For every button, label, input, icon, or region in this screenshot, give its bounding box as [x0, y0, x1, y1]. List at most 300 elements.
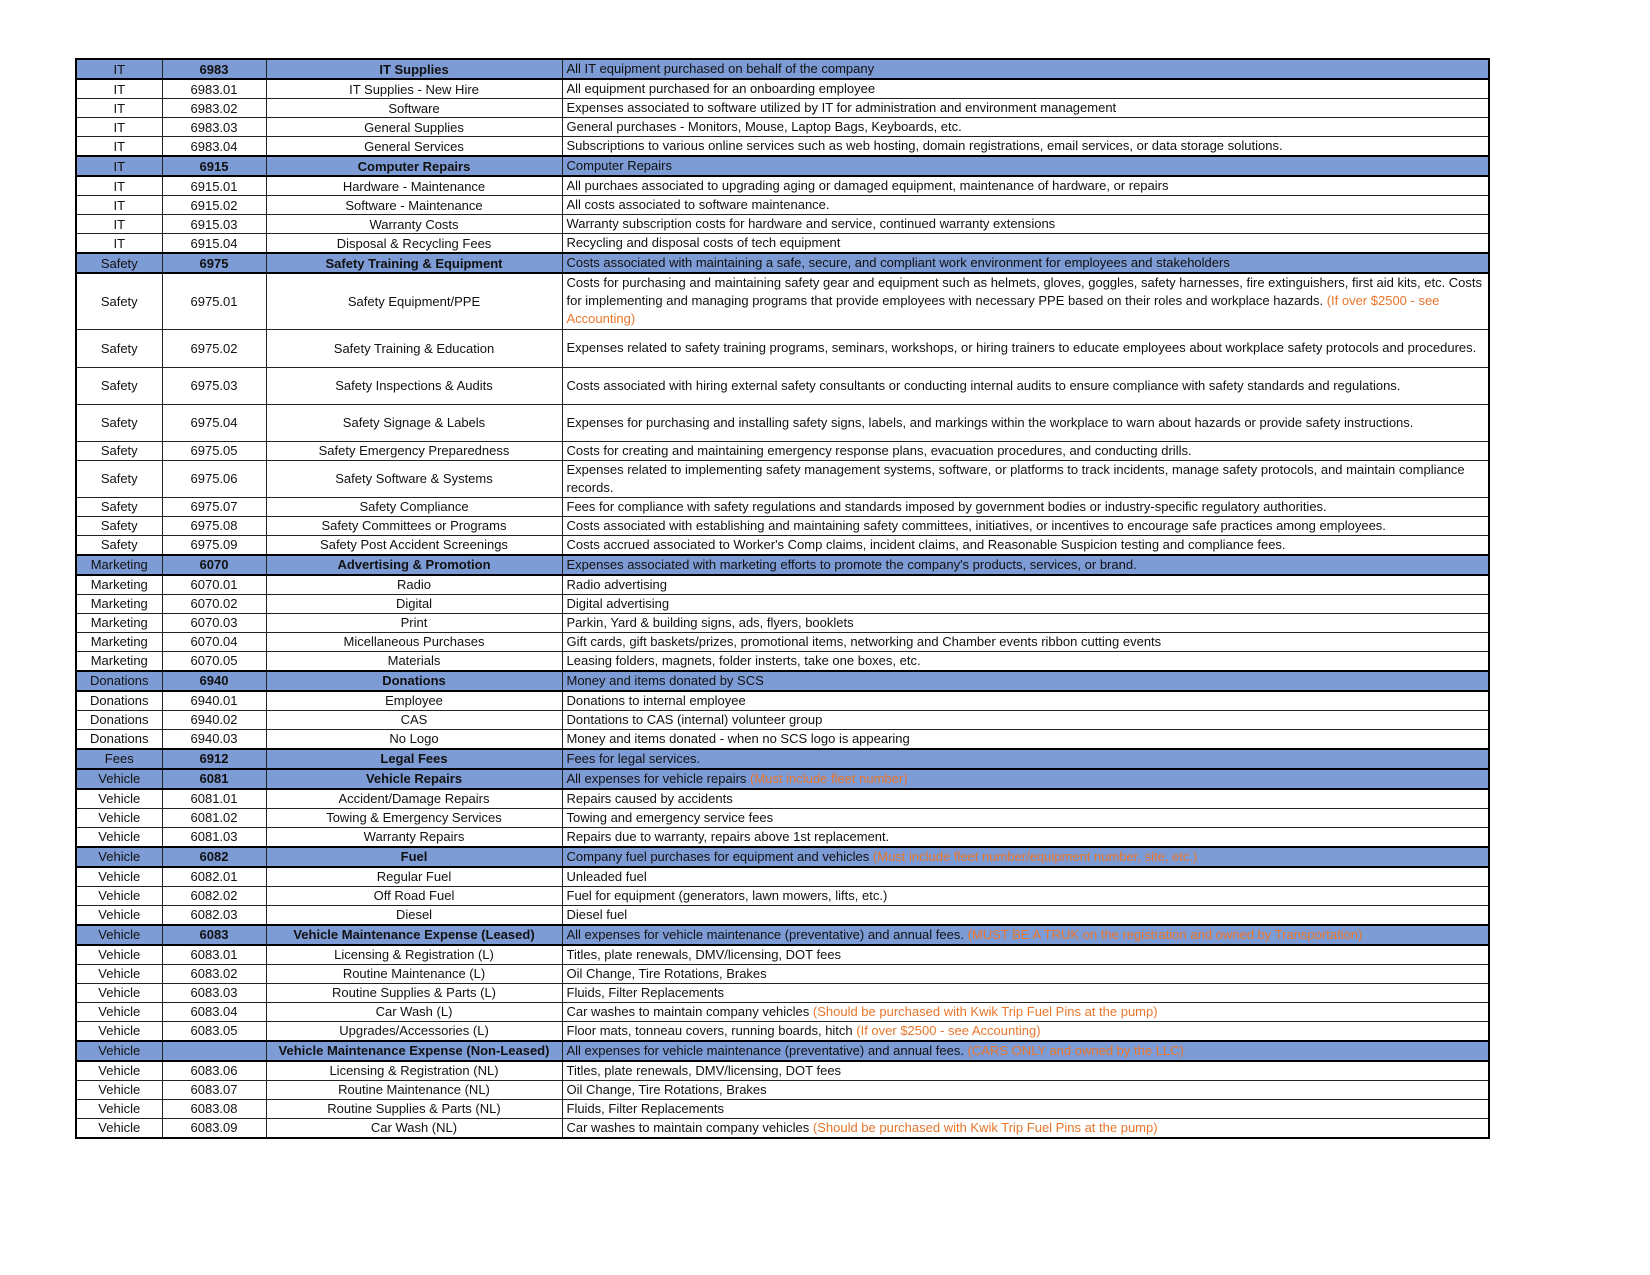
cell-name[interactable]: Routine Maintenance (NL) [266, 1080, 562, 1099]
description-text: All IT equipment purchased on behalf of the company [566, 61, 875, 76]
cell-description[interactable] [562, 118, 1489, 137]
cell-code[interactable]: 6983 [162, 59, 266, 79]
description-text: Titles, plate renewals, DMV/licensing, DOT fees [566, 1062, 842, 1078]
description-text: Gift cards, gift baskets/prizes, promotional items, networking and Chamber events ribbon cutting events [566, 633, 1162, 649]
table-row [76, 710, 1489, 729]
description-text: Money and items donated - when no SCS logo is appearing [566, 730, 910, 746]
description-text: Towing and emergency service fees [566, 809, 774, 825]
cell-description[interactable] [562, 769, 1489, 789]
category-header-row [76, 671, 1489, 691]
description-text: General purchases - Monitors, Mouse, Laptop Bags, Keyboards, etc. [566, 119, 962, 134]
description-note: (Should be purchased with Kwik Trip Fuel Pins at the pump) [812, 1003, 1158, 1019]
cell-code[interactable]: 6940.02 [162, 710, 266, 729]
description-text: Warranty subscription costs for hardware and service, continued warranty extensions [566, 216, 1056, 231]
cell-name[interactable]: Legal Fees [266, 749, 562, 769]
cell-name[interactable]: Safety Signage & Labels [266, 404, 562, 441]
description-text: Oil Change, Tire Rotations, Brakes [566, 1081, 767, 1097]
cell-description[interactable] [562, 516, 1489, 535]
cell-description[interactable] [562, 905, 1489, 925]
description-text: Fuel for equipment (generators, lawn mowers, lifts, etc.) [566, 887, 888, 903]
description-text: Fluids, Filter Replacements [566, 984, 724, 1000]
cell-code[interactable]: 6975.07 [162, 497, 266, 516]
description-text: Expenses associated with marketing efforts to promote the company's products, services, or brand. [566, 556, 1137, 572]
category-header-row [76, 59, 1489, 79]
cell-category[interactable]: Donations [76, 671, 162, 691]
cell-description[interactable] [562, 99, 1489, 118]
cell-name[interactable]: Donations [266, 671, 562, 691]
cell-category[interactable]: Vehicle [76, 1118, 162, 1138]
cell-category[interactable]: Donations [76, 729, 162, 749]
description-text: All costs associated to software maintenance. [566, 197, 830, 212]
cell-name[interactable]: CAS [266, 710, 562, 729]
cell-code[interactable]: 6940 [162, 671, 266, 691]
cell-description[interactable] [562, 651, 1489, 671]
table-row [76, 118, 1489, 137]
cell-category[interactable]: Vehicle [76, 808, 162, 827]
cell-category[interactable]: Marketing [76, 632, 162, 651]
description-text: Costs associated with hiring external safety consultants or conducting internal audits to ensure compliance with safety standards and regulations. [566, 377, 1401, 393]
cell-category[interactable]: Marketing [76, 555, 162, 575]
table-body [76, 59, 1489, 1138]
cell-code[interactable]: 6912 [162, 749, 266, 769]
cell-code[interactable]: 6915.01 [162, 176, 266, 196]
cell-name[interactable]: Safety Equipment/PPE [266, 273, 562, 329]
cell-name[interactable]: Upgrades/Accessories (L) [266, 1021, 562, 1041]
description-text: All equipment purchased for an onboarding employee [566, 81, 876, 96]
cell-code[interactable]: 6975 [162, 253, 266, 273]
cell-description[interactable] [562, 789, 1489, 809]
description-text: Unleaded fuel [566, 868, 647, 884]
cell-code[interactable]: 6975.05 [162, 441, 266, 460]
table-row [76, 1021, 1489, 1041]
cell-name[interactable]: Software [266, 99, 562, 118]
cell-name[interactable]: Diesel [266, 905, 562, 925]
table-row [76, 516, 1489, 535]
table-row [76, 964, 1489, 983]
description-text: Titles, plate renewals, DMV/licensing, DOT fees [566, 946, 842, 962]
cell-code[interactable]: 6083.06 [162, 1061, 266, 1081]
cell-category[interactable]: Vehicle [76, 1099, 162, 1118]
description-text: Digital advertising [566, 595, 670, 611]
cell-name[interactable]: IT Supplies [266, 59, 562, 79]
cell-code[interactable]: 6083.09 [162, 1118, 266, 1138]
description-text: Dontations to CAS (internal) volunteer group [566, 711, 823, 727]
cell-name[interactable]: Vehicle Maintenance Expense (Leased) [266, 925, 562, 945]
cell-name[interactable]: Radio [266, 575, 562, 595]
category-header-row [76, 1041, 1489, 1061]
cell-code[interactable]: 6983.04 [162, 137, 266, 157]
description-text: Recycling and disposal costs of tech equipment [566, 235, 841, 250]
cell-category[interactable]: Safety [76, 535, 162, 555]
description-text: Parkin, Yard & building signs, ads, flyers, booklets [566, 614, 854, 630]
table-row [76, 497, 1489, 516]
description-text: Fees for compliance with safety regulations and standards imposed by government bodies or industry-specific regulatory authorities. [566, 498, 1327, 514]
cell-description[interactable] [562, 156, 1489, 176]
description-text: Fluids, Filter Replacements [566, 1100, 724, 1116]
cell-code[interactable]: 6083.04 [162, 1002, 266, 1021]
cell-category[interactable]: IT [76, 196, 162, 215]
cell-name[interactable]: IT Supplies - New Hire [266, 79, 562, 99]
cell-category[interactable]: IT [76, 118, 162, 137]
table-row [76, 79, 1489, 99]
description-note: (Should be purchased with Kwik Trip Fuel Pins at the pump) [812, 1119, 1158, 1135]
description-text: Costs accrued associated to Worker's Comp claims, incident claims, and Reasonable Suspicion testing and compliance fees. [566, 536, 1286, 552]
cell-name[interactable]: Safety Compliance [266, 497, 562, 516]
description-text: Radio advertising [566, 576, 667, 592]
category-header-row [76, 253, 1489, 273]
cell-category[interactable]: Marketing [76, 651, 162, 671]
cell-category[interactable]: Marketing [76, 594, 162, 613]
cell-category[interactable]: Vehicle [76, 1021, 162, 1041]
cell-name[interactable]: Employee [266, 691, 562, 711]
cell-category[interactable]: Safety [76, 253, 162, 273]
cell-name[interactable]: Safety Software & Systems [266, 460, 562, 497]
cell-code[interactable]: 6081.02 [162, 808, 266, 827]
description-text: Expenses related to safety training programs, seminars, workshops, or hiring trainers to educate employees about workplace safety protocols and procedures. [566, 340, 1477, 355]
cell-category[interactable]: Vehicle [76, 964, 162, 983]
cell-description[interactable] [562, 234, 1489, 254]
cell-description[interactable] [562, 613, 1489, 632]
cell-description[interactable] [562, 1061, 1489, 1081]
cell-description[interactable] [562, 925, 1489, 945]
cell-name[interactable]: Disposal & Recycling Fees [266, 234, 562, 254]
cell-name[interactable]: Materials [266, 651, 562, 671]
cell-code[interactable]: 6070.04 [162, 632, 266, 651]
description-text: Car washes to maintain company vehicles [566, 1119, 813, 1135]
description-text: Floor mats, tonneau covers, running boards, hitch [566, 1022, 857, 1038]
table-row [76, 1080, 1489, 1099]
description-text: Oil Change, Tire Rotations, Brakes [566, 965, 767, 981]
cell-description[interactable] [562, 460, 1489, 497]
cell-description[interactable] [562, 1118, 1489, 1138]
description-text: Costs associated with maintaining a safe, secure, and compliant work environment for employees and stakeholders [566, 255, 1230, 270]
cell-code[interactable]: 6083.01 [162, 945, 266, 965]
cell-description[interactable] [562, 729, 1489, 749]
cell-code[interactable]: 6081 [162, 769, 266, 789]
cell-name[interactable]: Safety Inspections & Audits [266, 367, 562, 404]
cell-name[interactable]: Routine Supplies & Parts (L) [266, 983, 562, 1002]
cell-description[interactable] [562, 964, 1489, 983]
table-row [76, 789, 1489, 809]
cell-description[interactable] [562, 808, 1489, 827]
cell-category[interactable]: IT [76, 99, 162, 118]
cell-description[interactable] [562, 253, 1489, 273]
table-row [76, 827, 1489, 847]
cell-name[interactable]: Fuel [266, 847, 562, 867]
cell-code[interactable]: 6983.03 [162, 118, 266, 137]
description-text: Fees for legal services. [566, 750, 701, 766]
cell-name[interactable]: No Logo [266, 729, 562, 749]
cell-category[interactable]: Vehicle [76, 1080, 162, 1099]
description-text: Expenses for purchasing and installing safety signs, labels, and markings within the workplace to warn about hazards or provide safety instructions. [566, 414, 1414, 430]
table-row [76, 575, 1489, 595]
cell-description[interactable] [562, 1021, 1489, 1041]
cell-description[interactable] [562, 273, 1489, 329]
cell-description[interactable] [562, 176, 1489, 196]
cell-code[interactable]: 6070 [162, 555, 266, 575]
description-note: (Must include fleet number/equipment number, site, etc.) [872, 848, 1198, 864]
spreadsheet-page [75, 58, 1490, 1139]
cell-category[interactable]: IT [76, 234, 162, 254]
cell-description[interactable] [562, 1080, 1489, 1099]
cell-name[interactable]: Warranty Repairs [266, 827, 562, 847]
cell-description[interactable] [562, 196, 1489, 215]
table-row [76, 441, 1489, 460]
description-text: Car washes to maintain company vehicles [566, 1003, 813, 1019]
cell-category[interactable]: Safety [76, 460, 162, 497]
cell-description[interactable] [562, 555, 1489, 575]
cell-name[interactable]: General Services [266, 137, 562, 157]
table-row [76, 729, 1489, 749]
cell-code[interactable]: 6915.03 [162, 215, 266, 234]
table-row [76, 808, 1489, 827]
cell-code[interactable]: 6081.03 [162, 827, 266, 847]
category-header-row [76, 156, 1489, 176]
cell-description[interactable] [562, 594, 1489, 613]
cell-name[interactable]: Advertising & Promotion [266, 555, 562, 575]
cell-category[interactable]: IT [76, 59, 162, 79]
cell-description[interactable] [562, 535, 1489, 555]
table-row [76, 1061, 1489, 1081]
cell-description[interactable] [562, 59, 1489, 79]
cell-category[interactable]: Safety [76, 497, 162, 516]
description-text: All expenses for vehicle maintenance (preventative) and annual fees. [566, 926, 968, 942]
cell-code[interactable]: 6975.04 [162, 404, 266, 441]
cell-description[interactable] [562, 749, 1489, 769]
cell-category[interactable]: IT [76, 215, 162, 234]
table-row [76, 613, 1489, 632]
cell-category[interactable]: Donations [76, 710, 162, 729]
description-text: Leasing folders, magnets, folder insterts, take one boxes, etc. [566, 652, 921, 668]
cell-code[interactable]: 6083.07 [162, 1080, 266, 1099]
cell-name[interactable]: Car Wash (NL) [266, 1118, 562, 1138]
cell-category[interactable]: Safety [76, 516, 162, 535]
cell-code[interactable]: 6082.01 [162, 867, 266, 887]
cell-code[interactable]: 6975.09 [162, 535, 266, 555]
cell-description[interactable] [562, 886, 1489, 905]
cell-category[interactable]: Vehicle [76, 886, 162, 905]
description-text: Computer Repairs [566, 158, 672, 173]
description-text: All expenses for vehicle maintenance (preventative) and annual fees. [566, 1042, 968, 1058]
table-row [76, 404, 1489, 441]
cell-description[interactable] [562, 827, 1489, 847]
cell-description[interactable] [562, 329, 1489, 367]
cell-code[interactable]: 6082.02 [162, 886, 266, 905]
cell-description[interactable] [562, 945, 1489, 965]
cell-code[interactable]: 6975.01 [162, 273, 266, 329]
cell-category[interactable]: Vehicle [76, 867, 162, 887]
cell-name[interactable]: Routine Supplies & Parts (NL) [266, 1099, 562, 1118]
cell-category[interactable]: Vehicle [76, 925, 162, 945]
cell-category[interactable]: Vehicle [76, 1061, 162, 1081]
cell-category[interactable]: Vehicle [76, 905, 162, 925]
cell-code[interactable]: 6975.03 [162, 367, 266, 404]
cell-category[interactable]: Safety [76, 404, 162, 441]
cell-category[interactable]: Vehicle [76, 1002, 162, 1021]
cell-description[interactable] [562, 497, 1489, 516]
cell-description[interactable] [562, 1002, 1489, 1021]
cell-category[interactable]: IT [76, 79, 162, 99]
cell-description[interactable] [562, 137, 1489, 157]
table-row [76, 905, 1489, 925]
cell-description[interactable] [562, 983, 1489, 1002]
description-note: (CARS ONLY and owned by the LLC) [967, 1042, 1184, 1058]
cell-name[interactable]: Vehicle Repairs [266, 769, 562, 789]
table-row [76, 176, 1489, 196]
table-row [76, 1118, 1489, 1138]
table-row [76, 886, 1489, 905]
cell-description[interactable] [562, 215, 1489, 234]
cell-code[interactable]: 6975.08 [162, 516, 266, 535]
table-row [76, 460, 1489, 497]
cell-name[interactable]: Safety Committees or Programs [266, 516, 562, 535]
cell-code[interactable]: 6940.03 [162, 729, 266, 749]
cell-code[interactable]: 6070.01 [162, 575, 266, 595]
cell-name[interactable]: Micellaneous Purchases [266, 632, 562, 651]
cell-name[interactable]: Accident/Damage Repairs [266, 789, 562, 809]
cell-name[interactable]: Regular Fuel [266, 867, 562, 887]
description-note: (Must include fleet number) [750, 770, 908, 786]
cell-description[interactable] [562, 671, 1489, 691]
expense-code-table [75, 58, 1490, 1139]
cell-name[interactable]: Safety Training & Equipment [266, 253, 562, 273]
description-text: Subscriptions to various online services such as web hosting, domain registrations, email services, or data storage solutions. [566, 138, 1283, 153]
cell-description[interactable] [562, 367, 1489, 404]
table-row [76, 234, 1489, 254]
cell-category[interactable]: Marketing [76, 613, 162, 632]
description-text: Company fuel purchases for equipment and vehicles [566, 848, 873, 864]
description-text: Repairs due to warranty, repairs above 1st replacement. [566, 828, 890, 844]
cell-category[interactable]: Vehicle [76, 847, 162, 867]
description-text: Donations to internal employee [566, 692, 746, 708]
cell-description[interactable] [562, 79, 1489, 99]
description-text: Costs for purchasing and maintaining safety gear and equipment such as helmets, gloves, goggles, safety harnesses, fire extinguishers, first aid kits, etc. Costs for implementing and managing programs that provide employees with necessary PPE based on their roles and workplace hazards. [566, 275, 1483, 309]
cell-category[interactable]: IT [76, 176, 162, 196]
cell-description[interactable] [562, 710, 1489, 729]
cell-code[interactable]: 6940.01 [162, 691, 266, 711]
table-row [76, 329, 1489, 367]
cell-code[interactable]: 6083.05 [162, 1021, 266, 1041]
cell-code[interactable] [162, 1041, 266, 1061]
cell-name[interactable]: Safety Emergency Preparedness [266, 441, 562, 460]
cell-name[interactable]: Towing & Emergency Services [266, 808, 562, 827]
cell-code[interactable]: 6083.02 [162, 964, 266, 983]
cell-description[interactable] [562, 632, 1489, 651]
cell-category[interactable]: Vehicle [76, 789, 162, 809]
cell-code[interactable]: 6975.02 [162, 329, 266, 367]
category-header-row [76, 925, 1489, 945]
cell-code[interactable]: 6083.03 [162, 983, 266, 1002]
table-row [76, 691, 1489, 711]
cell-category[interactable]: Safety [76, 367, 162, 404]
description-text: Money and items donated by SCS [566, 672, 764, 688]
cell-category[interactable]: Vehicle [76, 827, 162, 847]
table-row [76, 273, 1489, 329]
cell-name[interactable]: Safety Post Accident Screenings [266, 535, 562, 555]
cell-code[interactable]: 6070.05 [162, 651, 266, 671]
cell-name[interactable]: Warranty Costs [266, 215, 562, 234]
description-text: Repairs caused by accidents [566, 790, 733, 806]
cell-name[interactable]: Licensing & Registration (L) [266, 945, 562, 965]
table-row [76, 99, 1489, 118]
cell-code[interactable]: 6915 [162, 156, 266, 176]
cell-name[interactable]: Off Road Fuel [266, 886, 562, 905]
description-note: (If over $2500 - see Accounting) [566, 293, 1440, 327]
cell-name[interactable]: Licensing & Registration (NL) [266, 1061, 562, 1081]
cell-description[interactable] [562, 575, 1489, 595]
cell-name[interactable]: Routine Maintenance (L) [266, 964, 562, 983]
cell-code[interactable]: 6081.01 [162, 789, 266, 809]
description-text: Costs for creating and maintaining emergency response plans, evacuation procedures, and conducting drills. [566, 442, 1192, 458]
table-row [76, 651, 1489, 671]
cell-name[interactable]: Software - Maintenance [266, 196, 562, 215]
table-row [76, 215, 1489, 234]
cell-category[interactable]: IT [76, 137, 162, 157]
cell-name[interactable]: Car Wash (L) [266, 1002, 562, 1021]
category-header-row [76, 847, 1489, 867]
cell-name[interactable]: General Supplies [266, 118, 562, 137]
cell-category[interactable]: Vehicle [76, 1041, 162, 1061]
cell-category[interactable]: Vehicle [76, 983, 162, 1002]
table-row [76, 196, 1489, 215]
table-row [76, 983, 1489, 1002]
cell-category[interactable]: Donations [76, 691, 162, 711]
cell-code[interactable]: 6975.06 [162, 460, 266, 497]
cell-category[interactable]: Marketing [76, 575, 162, 595]
cell-description[interactable] [562, 1041, 1489, 1061]
cell-code[interactable]: 6082.03 [162, 905, 266, 925]
description-text: Expenses associated to software utilized by IT for administration and environment management [566, 100, 1117, 115]
cell-name[interactable]: Hardware - Maintenance [266, 176, 562, 196]
cell-code[interactable]: 6082 [162, 847, 266, 867]
cell-description[interactable] [562, 441, 1489, 460]
cell-description[interactable] [562, 1099, 1489, 1118]
cell-category[interactable]: Safety [76, 329, 162, 367]
cell-code[interactable]: 6070.02 [162, 594, 266, 613]
cell-category[interactable]: Vehicle [76, 945, 162, 965]
cell-description[interactable] [562, 691, 1489, 711]
cell-code[interactable]: 6915.02 [162, 196, 266, 215]
cell-description[interactable] [562, 867, 1489, 887]
cell-code[interactable]: 6983.02 [162, 99, 266, 118]
table-row [76, 535, 1489, 555]
cell-name[interactable]: Print [266, 613, 562, 632]
description-note: (If over $2500 - see Accounting) [856, 1022, 1041, 1038]
cell-description[interactable] [562, 404, 1489, 441]
cell-name[interactable]: Digital [266, 594, 562, 613]
description-text: All expenses for vehicle repairs [566, 770, 751, 786]
table-row [76, 594, 1489, 613]
cell-code[interactable]: 6915.04 [162, 234, 266, 254]
cell-code[interactable]: 6083.08 [162, 1099, 266, 1118]
cell-category[interactable]: Safety [76, 273, 162, 329]
cell-name[interactable]: Vehicle Maintenance Expense (Non-Leased) [266, 1041, 562, 1061]
cell-description[interactable] [562, 847, 1489, 867]
table-row [76, 367, 1489, 404]
table-row [76, 137, 1489, 157]
description-text: All purchaes associated to upgrading aging or damaged equipment, maintenance of hardware, or repairs [566, 178, 1169, 193]
cell-name[interactable]: Computer Repairs [266, 156, 562, 176]
cell-category[interactable]: Vehicle [76, 769, 162, 789]
cell-category[interactable]: Fees [76, 749, 162, 769]
cell-category[interactable]: Safety [76, 441, 162, 460]
cell-name[interactable]: Safety Training & Education [266, 329, 562, 367]
cell-code[interactable]: 6083 [162, 925, 266, 945]
cell-category[interactable]: IT [76, 156, 162, 176]
cell-code[interactable]: 6983.01 [162, 79, 266, 99]
category-header-row [76, 769, 1489, 789]
cell-code[interactable]: 6070.03 [162, 613, 266, 632]
